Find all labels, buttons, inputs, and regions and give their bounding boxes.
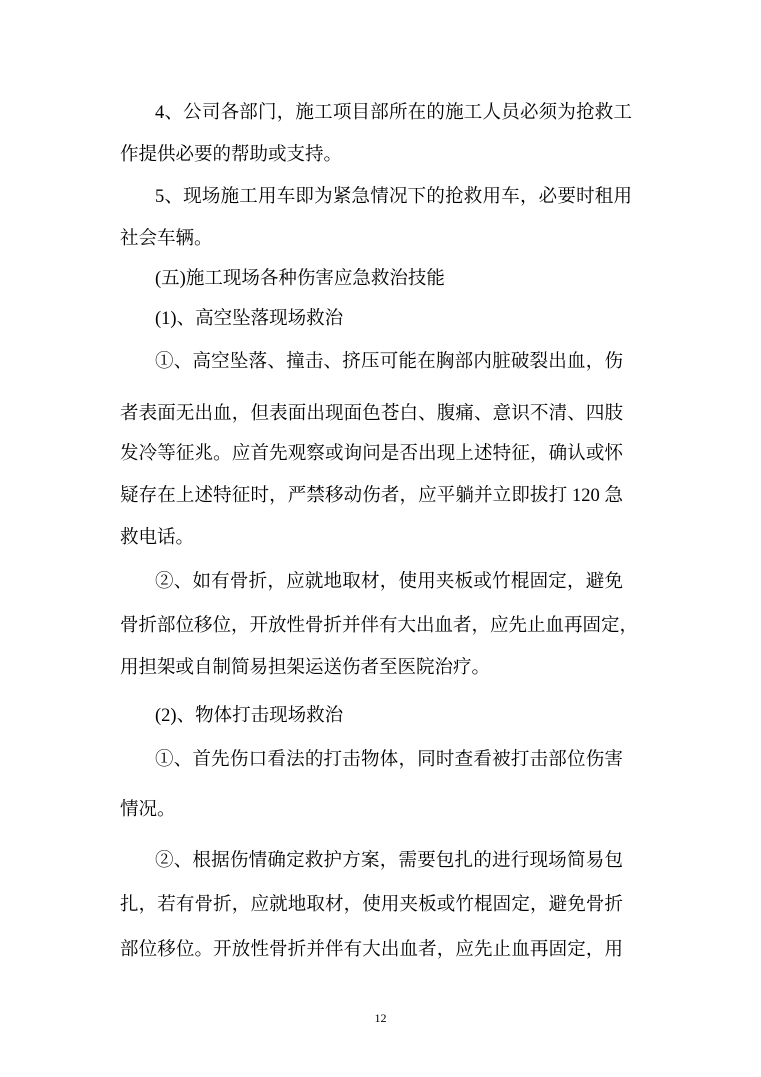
section-heading: (五)施工现场各种伤害应急救治技能 bbox=[155, 269, 445, 289]
paragraph-line: 发冷等征兆。应首先观察或询问是否出现上述特征，确认或怀 bbox=[120, 444, 623, 464]
subsection-heading: (2)、物体打击现场救治 bbox=[155, 706, 344, 726]
paragraph-line: ①、首先伤口看法的打击物体，同时查看被打击部位伤害 bbox=[155, 750, 623, 770]
paragraph-line: 部位移位。开放性骨折并伴有大出血者，应先止血再固定，用 bbox=[120, 940, 623, 960]
paragraph-line: 5、现场施工用车即为紧急情况下的抢救用车，必要时租用 bbox=[155, 187, 632, 207]
paragraph-line: 用担架或自制简易担架运送伤者至医院治疗。 bbox=[120, 658, 491, 678]
paragraph-line: 疑存在上述特征时，严禁移动伤者，应平躺并立即拔打 120 急 bbox=[120, 486, 623, 506]
paragraph-line: 骨折部位移位，开放性骨折并伴有大出血者，应先止血再固定， bbox=[120, 616, 639, 636]
paragraph-line: 救电话。 bbox=[120, 528, 195, 548]
subsection-heading: (1)、高空坠落现场救治 bbox=[155, 309, 344, 329]
paragraph-line: 扎，若有骨折，应就地取材，使用夹板或竹棍固定，避免骨折 bbox=[120, 895, 623, 915]
paragraph-line: 情况。 bbox=[120, 800, 176, 820]
paragraph-line: 者表面无出血，但表面出现面色苍白、腹痛、意识不清、四肢 bbox=[120, 404, 623, 424]
paragraph-line: 4、公司各部门，施工项目部所在的施工人员必须为抢救工 bbox=[155, 103, 632, 123]
page-number: 12 bbox=[374, 1011, 387, 1025]
paragraph-line: ①、高空坠落、撞击、挤压可能在胸部内脏破裂出血，伤 bbox=[155, 352, 623, 372]
paragraph-line: ②、如有骨折，应就地取材，使用夹板或竹棍固定，避免 bbox=[155, 572, 623, 592]
paragraph-line: 社会车辆。 bbox=[120, 229, 213, 249]
paragraph-line: 作提供必要的帮助或支持。 bbox=[120, 145, 343, 165]
paragraph-line: ②、根据伤情确定救护方案，需要包扎的进行现场简易包 bbox=[155, 851, 623, 871]
